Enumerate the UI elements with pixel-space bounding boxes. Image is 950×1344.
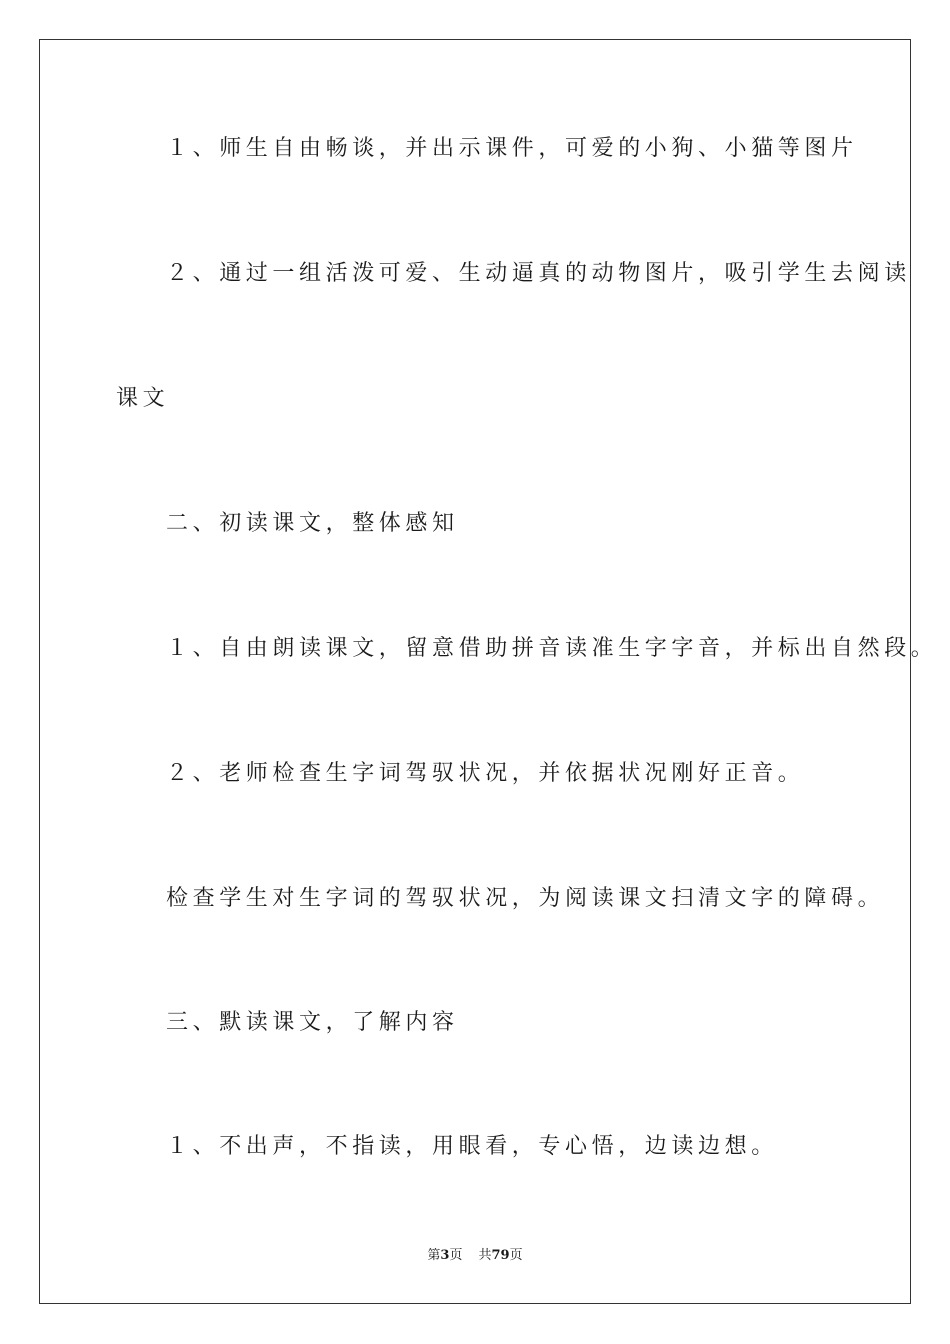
paragraph-5: 检查学生对生字词的驾驭状况，为阅读课文扫清文字的障碍。: [166, 886, 885, 911]
section-heading-3: 三、默读课文，了解内容: [166, 1010, 459, 1035]
total-pages: 79: [491, 1248, 510, 1263]
paragraph-2: ２、通过一组活泼可爱、生动逼真的动物图片，吸引学生去阅读: [166, 261, 911, 286]
total-prefix: 共: [478, 1248, 492, 1263]
page-footer: [0, 1247, 950, 1265]
page-prefix: 第: [427, 1248, 441, 1263]
page-border: [39, 39, 911, 1304]
paragraph-4: ２、老师检查生字词驾驭状况，并依据状况刚好正音。: [166, 761, 805, 786]
page-suffix: 页: [449, 1248, 463, 1263]
paragraph-6: １、不出声，不指读，用眼看，专心悟，边读边想。: [166, 1134, 778, 1159]
paragraph-3: １、自由朗读课文，留意借助拼音读准生字字音，并标出自然段。: [166, 636, 938, 661]
section-heading-2: 二、初读课文，整体感知: [166, 511, 459, 536]
paragraph-2-continued: 课文: [116, 386, 170, 411]
paragraph-1: １、师生自由畅谈，并出示课件，可爱的小狗、小猫等图片: [166, 136, 858, 161]
page-number: 3: [440, 1248, 450, 1263]
total-suffix: 页: [509, 1248, 523, 1263]
